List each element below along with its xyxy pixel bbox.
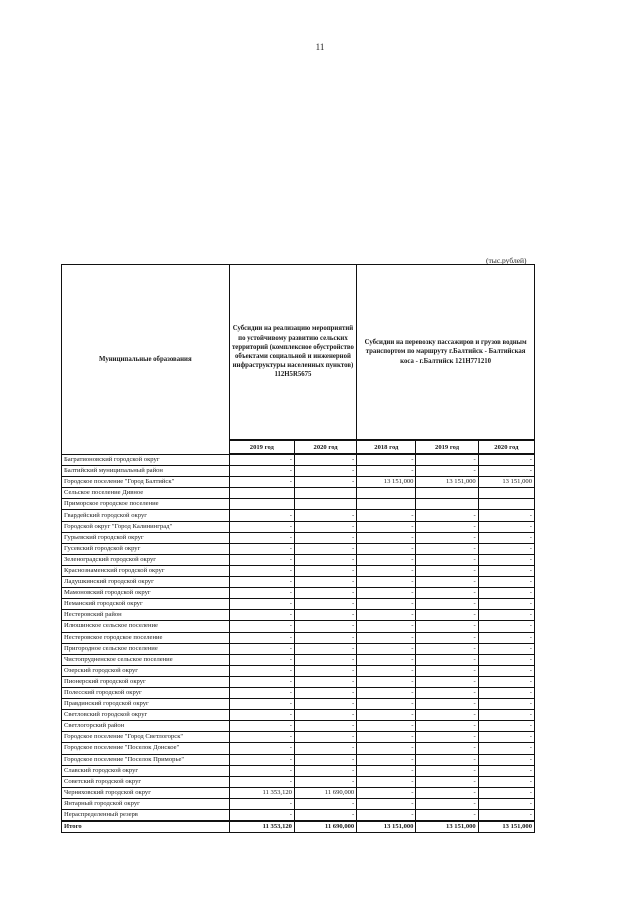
municipality-name: Нестеровский район — [62, 610, 230, 621]
municipality-name: Мамоновский городской округ — [62, 588, 230, 599]
amount-cell: - — [294, 454, 356, 466]
amount-cell: - — [229, 543, 294, 554]
amount-cell: - — [294, 776, 356, 787]
table-row — [62, 610, 535, 621]
amount-cell: - — [294, 554, 356, 565]
municipality-name: Чистопрудненское сельское поселение — [62, 654, 230, 665]
amount-cell: - — [357, 543, 416, 554]
subsidy-table — [61, 264, 535, 833]
year-header: 2020 год — [478, 440, 534, 454]
year-header: 2018 год — [357, 440, 416, 454]
amount-cell: - — [229, 621, 294, 632]
amount-cell: - — [229, 699, 294, 710]
table-row — [62, 721, 535, 732]
amount-cell: - — [229, 554, 294, 565]
table-row — [62, 754, 535, 765]
table-row — [62, 632, 535, 643]
municipality-name: Полесский городской округ — [62, 687, 230, 698]
amount-cell: - — [478, 732, 534, 743]
table-row — [62, 732, 535, 743]
amount-cell: - — [416, 621, 478, 632]
amount-cell: - — [478, 610, 534, 621]
amount-cell: - — [416, 710, 478, 721]
amount-cell: - — [416, 765, 478, 776]
amount-cell: - — [229, 665, 294, 676]
amount-cell: 13 151,000 — [416, 821, 478, 833]
amount-cell: - — [478, 466, 534, 477]
amount-cell: - — [478, 532, 534, 543]
amount-cell: - — [478, 554, 534, 565]
table-row — [62, 532, 535, 543]
amount-cell — [416, 488, 478, 499]
amount-cell: - — [357, 665, 416, 676]
amount-cell: - — [294, 699, 356, 710]
municipality-name: Зеленоградский городской округ — [62, 554, 230, 565]
amount-cell: - — [357, 632, 416, 643]
amount-cell: - — [357, 466, 416, 477]
amount-cell: - — [357, 676, 416, 687]
municipality-name: Нераспределенный резерв — [62, 810, 230, 822]
amount-cell: - — [229, 588, 294, 599]
municipality-name: Городское поселение "Город Светлогорск" — [62, 732, 230, 743]
amount-cell — [478, 499, 534, 510]
amount-cell: - — [229, 798, 294, 809]
amount-cell: - — [416, 554, 478, 565]
amount-cell: - — [478, 776, 534, 787]
amount-cell: - — [416, 665, 478, 676]
amount-cell: - — [357, 610, 416, 621]
amount-cell: - — [294, 632, 356, 643]
amount-cell: - — [357, 765, 416, 776]
amount-cell: - — [229, 643, 294, 654]
amount-cell: - — [416, 454, 478, 466]
amount-cell: - — [416, 521, 478, 532]
amount-cell: - — [294, 721, 356, 732]
amount-cell: - — [229, 721, 294, 732]
amount-cell: - — [229, 687, 294, 698]
table-row — [62, 499, 535, 510]
amount-cell: - — [229, 632, 294, 643]
table-row — [62, 510, 535, 521]
amount-cell: - — [294, 754, 356, 765]
page-number: 11 — [315, 42, 325, 52]
amount-cell: - — [416, 643, 478, 654]
municipality-name: Приморское городское поселение — [62, 499, 230, 510]
municipality-name: Советский городской округ — [62, 776, 230, 787]
amount-cell — [294, 488, 356, 499]
amount-cell: - — [357, 754, 416, 765]
municipality-name: Гурьевский городской округ — [62, 532, 230, 543]
table-row — [62, 654, 535, 665]
amount-cell: 11 353,120 — [229, 787, 294, 798]
amount-cell: - — [416, 510, 478, 521]
table-row — [62, 743, 535, 754]
amount-cell: - — [416, 810, 478, 822]
amount-cell: - — [229, 532, 294, 543]
total-row — [62, 821, 535, 833]
amount-cell: - — [229, 510, 294, 521]
amount-cell: - — [357, 798, 416, 809]
amount-cell: - — [416, 599, 478, 610]
amount-cell: - — [416, 743, 478, 754]
amount-cell: - — [357, 565, 416, 576]
amount-cell: - — [294, 466, 356, 477]
municipality-name: Славский городской округ — [62, 765, 230, 776]
amount-cell: - — [357, 787, 416, 798]
municipality-name: Озерский городской округ — [62, 665, 230, 676]
amount-cell — [229, 488, 294, 499]
amount-cell: - — [416, 687, 478, 698]
municipality-name: Гусевский городской округ — [62, 543, 230, 554]
amount-cell — [416, 499, 478, 510]
amount-cell: - — [357, 454, 416, 466]
table-row — [62, 787, 535, 798]
amount-cell: - — [294, 687, 356, 698]
amount-cell: 11 690,000 — [294, 821, 356, 833]
amount-cell: - — [478, 810, 534, 822]
amount-cell: - — [294, 510, 356, 521]
table-row — [62, 454, 535, 466]
amount-cell: - — [416, 754, 478, 765]
amount-cell — [294, 499, 356, 510]
municipality-name: Сельское поселение Дивное — [62, 488, 230, 499]
table-row — [62, 699, 535, 710]
amount-cell: - — [229, 676, 294, 687]
municipality-name: Светлогорский район — [62, 721, 230, 732]
amount-cell: - — [294, 743, 356, 754]
amount-cell: - — [478, 632, 534, 643]
amount-cell: - — [294, 543, 356, 554]
amount-cell: - — [357, 521, 416, 532]
table-row — [62, 676, 535, 687]
amount-cell: - — [478, 721, 534, 732]
amount-cell: - — [416, 532, 478, 543]
amount-cell: - — [357, 743, 416, 754]
municipality-name: Неманский городской округ — [62, 599, 230, 610]
amount-cell: - — [357, 621, 416, 632]
units-note: (тыс.рублей) — [486, 256, 527, 265]
amount-cell: - — [478, 798, 534, 809]
amount-cell: - — [478, 754, 534, 765]
table-row — [62, 521, 535, 532]
municipality-name: Итого — [62, 821, 230, 833]
amount-cell: - — [478, 621, 534, 632]
municipality-name: Нестеровское городское поселение — [62, 632, 230, 643]
amount-cell: - — [294, 765, 356, 776]
year-header: 2020 год — [294, 440, 356, 454]
amount-cell: - — [357, 588, 416, 599]
table-row — [62, 665, 535, 676]
amount-cell: - — [478, 699, 534, 710]
amount-cell: - — [416, 798, 478, 809]
amount-cell: - — [294, 599, 356, 610]
amount-cell: - — [229, 466, 294, 477]
amount-cell: - — [416, 632, 478, 643]
amount-cell: - — [294, 798, 356, 809]
table-row — [62, 554, 535, 565]
amount-cell: - — [294, 577, 356, 588]
amount-cell: - — [229, 454, 294, 466]
amount-cell: - — [357, 721, 416, 732]
amount-cell: - — [478, 765, 534, 776]
amount-cell: - — [478, 521, 534, 532]
amount-cell — [357, 499, 416, 510]
amount-cell: - — [229, 610, 294, 621]
municipality-name: Городское поселение "Поселок Донское" — [62, 743, 230, 754]
amount-cell: - — [416, 577, 478, 588]
table-row — [62, 621, 535, 632]
amount-cell: - — [416, 565, 478, 576]
table-row — [62, 599, 535, 610]
amount-cell: - — [478, 599, 534, 610]
amount-cell: - — [478, 577, 534, 588]
amount-cell: - — [357, 810, 416, 822]
amount-cell: - — [229, 710, 294, 721]
amount-cell: - — [416, 699, 478, 710]
amount-cell: 13 151,000 — [416, 477, 478, 488]
amount-cell: - — [416, 654, 478, 665]
amount-cell: 13 151,000 — [478, 477, 534, 488]
amount-cell — [357, 488, 416, 499]
amount-cell: - — [416, 466, 478, 477]
amount-cell: - — [294, 610, 356, 621]
amount-cell: - — [294, 565, 356, 576]
amount-cell: - — [357, 687, 416, 698]
amount-cell: - — [416, 732, 478, 743]
amount-cell: - — [416, 721, 478, 732]
amount-cell: - — [416, 610, 478, 621]
amount-cell — [478, 488, 534, 499]
header-municipal: Муниципальные образования — [62, 265, 230, 455]
amount-cell: - — [478, 687, 534, 698]
amount-cell: - — [478, 454, 534, 466]
amount-cell: - — [478, 710, 534, 721]
table-row — [62, 710, 535, 721]
amount-cell: - — [416, 776, 478, 787]
amount-cell: - — [294, 621, 356, 632]
table-row — [62, 565, 535, 576]
amount-cell: 13 151,000 — [478, 821, 534, 833]
amount-cell: - — [478, 654, 534, 665]
amount-cell: - — [294, 810, 356, 822]
amount-cell: - — [294, 521, 356, 532]
municipality-name: Янтарный городской округ — [62, 798, 230, 809]
amount-cell — [229, 499, 294, 510]
municipality-name: Городское поселение "Город Балтийск" — [62, 477, 230, 488]
amount-cell: - — [357, 643, 416, 654]
amount-cell: 11 353,120 — [229, 821, 294, 833]
table-row — [62, 488, 535, 499]
municipality-name: Гвардейский городской округ — [62, 510, 230, 521]
amount-cell: - — [478, 643, 534, 654]
amount-cell: - — [357, 554, 416, 565]
amount-cell: - — [478, 565, 534, 576]
year-header: 2019 год — [229, 440, 294, 454]
table-row — [62, 798, 535, 809]
amount-cell: - — [478, 665, 534, 676]
table-row — [62, 466, 535, 477]
amount-cell: - — [229, 577, 294, 588]
amount-cell: - — [229, 776, 294, 787]
municipality-name: Городское поселение "Поселок Приморье" — [62, 754, 230, 765]
amount-cell: - — [294, 676, 356, 687]
table-body — [62, 454, 535, 833]
amount-cell: - — [416, 543, 478, 554]
municipality-name: Багратионовский городской округ — [62, 454, 230, 466]
amount-cell: - — [229, 565, 294, 576]
amount-cell: - — [294, 710, 356, 721]
amount-cell: - — [294, 532, 356, 543]
amount-cell: - — [229, 477, 294, 488]
amount-cell: - — [357, 699, 416, 710]
municipality-name: Светловский городской округ — [62, 710, 230, 721]
amount-cell: - — [478, 676, 534, 687]
amount-cell: - — [294, 588, 356, 599]
amount-cell: - — [357, 510, 416, 521]
municipality-name: Правдинский городской округ — [62, 699, 230, 710]
amount-cell: - — [229, 765, 294, 776]
amount-cell: 11 690,000 — [294, 787, 356, 798]
amount-cell: - — [416, 787, 478, 798]
amount-cell: - — [357, 654, 416, 665]
table-row — [62, 643, 535, 654]
table-row — [62, 477, 535, 488]
amount-cell: - — [416, 676, 478, 687]
amount-cell: - — [357, 732, 416, 743]
amount-cell: - — [478, 543, 534, 554]
table-row — [62, 543, 535, 554]
table-row — [62, 765, 535, 776]
header-subsidy-rural: Субсидии на реализацию мероприятий по устойчивому развитию сельских территорий (комплексное обустройство объектами социальной и инженерной инфраструктуры населенных пунктов) 112H5R5675 — [229, 265, 357, 441]
amount-cell: - — [357, 577, 416, 588]
municipality-name: Краснознаменский городской округ — [62, 565, 230, 576]
amount-cell: - — [478, 787, 534, 798]
table-row — [62, 810, 535, 822]
amount-cell: 13 151,000 — [357, 477, 416, 488]
amount-cell: - — [294, 654, 356, 665]
amount-cell: - — [357, 532, 416, 543]
amount-cell: - — [478, 588, 534, 599]
amount-cell: - — [229, 654, 294, 665]
municipality-name: Черняховский городской округ — [62, 787, 230, 798]
amount-cell: - — [229, 743, 294, 754]
amount-cell: - — [229, 732, 294, 743]
amount-cell: - — [478, 510, 534, 521]
amount-cell: - — [294, 732, 356, 743]
amount-cell: - — [416, 588, 478, 599]
amount-cell: 13 151,000 — [357, 821, 416, 833]
municipality-name: Пригородное сельское поселение — [62, 643, 230, 654]
amount-cell: - — [357, 776, 416, 787]
amount-cell: - — [229, 599, 294, 610]
municipality-name: Илюшинское сельское поселение — [62, 621, 230, 632]
amount-cell: - — [478, 743, 534, 754]
amount-cell: - — [229, 754, 294, 765]
table-row — [62, 776, 535, 787]
table-row — [62, 577, 535, 588]
municipality-name: Городской округ "Город Калининград" — [62, 521, 230, 532]
amount-cell: - — [229, 521, 294, 532]
amount-cell: - — [229, 810, 294, 822]
table-row — [62, 687, 535, 698]
year-header: 2019 год — [416, 440, 478, 454]
header-subsidy-transport: Субсидии на перевозку пассажиров и грузов водным транспортом по маршруту г.Балтийск - Балтийская коса - г.Балтийск 121H771210 — [357, 265, 535, 441]
table-row — [62, 588, 535, 599]
municipality-name: Ладушкинский городской округ — [62, 577, 230, 588]
amount-cell: - — [357, 599, 416, 610]
municipality-name: Балтийский муниципальный район — [62, 466, 230, 477]
municipality-name: Пионерский городской округ — [62, 676, 230, 687]
amount-cell: - — [294, 643, 356, 654]
amount-cell: - — [294, 477, 356, 488]
amount-cell: - — [357, 710, 416, 721]
amount-cell: - — [294, 665, 356, 676]
